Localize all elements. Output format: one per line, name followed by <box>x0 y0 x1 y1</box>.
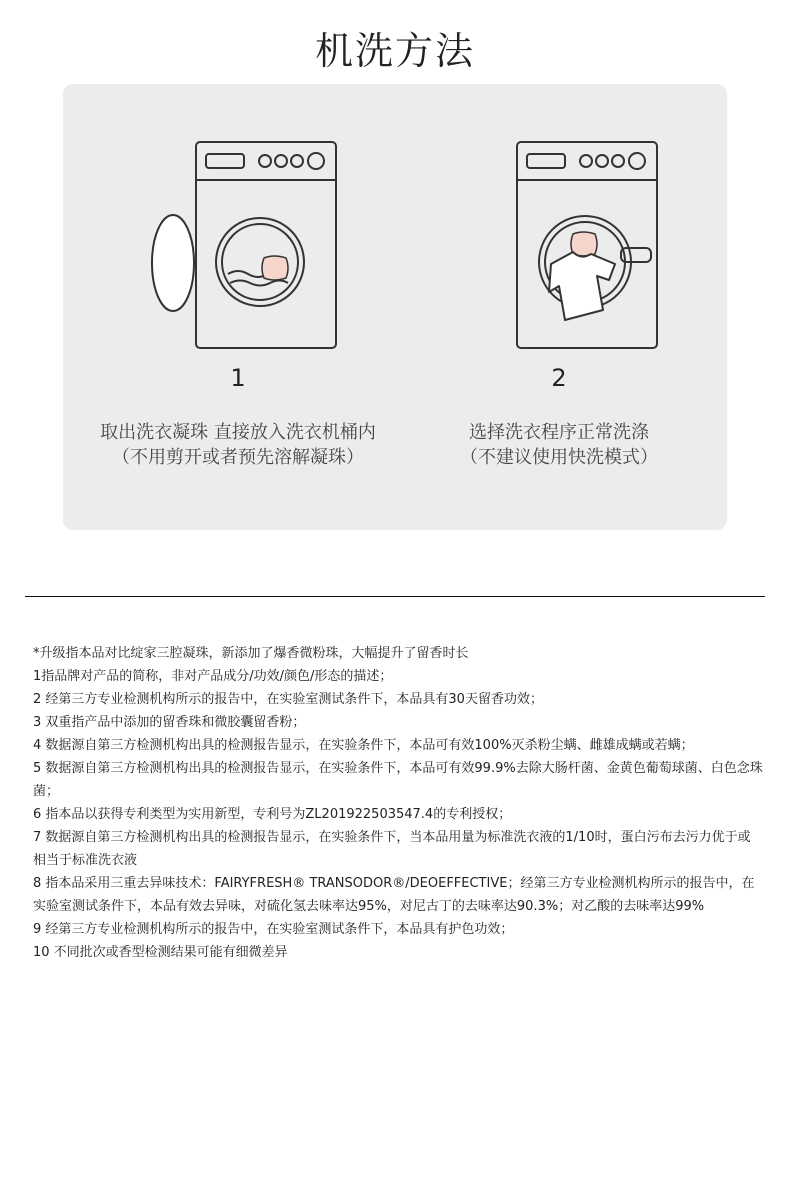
step-note: （不用剪开或者预先溶解凝珠） <box>112 447 364 468</box>
footnote-item: 2 经第三方专业检测机构所示的报告中，在实验室测试条件下，本品具有30天留香功效； <box>33 692 543 707</box>
step-note: （不建议使用快洗模式） <box>460 447 658 468</box>
instruction-card <box>63 84 727 530</box>
footnotes <box>33 642 763 964</box>
tshirt-icon <box>549 252 615 320</box>
page-title: 机洗方法 <box>314 29 475 73</box>
laundry-pod-icon <box>262 256 288 280</box>
step-2 <box>409 84 709 530</box>
footnote-item: *升级指本品对比绽家三腔凝珠，新添加了爆香微粉珠，大幅提升了留香时长 <box>33 646 469 661</box>
washing-machine-open-door-icon <box>138 138 338 358</box>
footnote-item: 7 数据源自第三方检测机构出具的检测报告显示，在实验条件下，当本品用量为标准洗衣液的1/10时，蛋白污布去污力优于或相当于标准洗衣液 <box>33 830 751 868</box>
footnote-item: 9 经第三方专业检测机构所示的报告中，在实验室测试条件下，本品具有护色功效； <box>33 922 514 937</box>
footnote-item: 10 不同批次或香型检测结果可能有细微差异 <box>33 945 288 960</box>
footnote-item: 8 指本品采用三重去异味技术：FAIRYFRESH® TRANSODOR®/DEOEFFECTIVE；经第三方专业检测机构所示的报告中，在实验室测试条件下，本品有效去异味，对硫化氢去味率达95%，对尼古丁的去味率达90.3%；对乙酸的去味率达99% <box>33 876 755 914</box>
step-1 <box>88 84 388 530</box>
step-instruction: 选择洗衣程序正常洗涤 <box>469 422 649 443</box>
step-instruction: 取出洗衣凝珠 直接放入洗衣机桶内 <box>100 422 376 443</box>
footnote-item: 6 指本品以获得专利类型为实用新型，专利号为ZL201922503547.4的专利授权； <box>33 807 512 822</box>
step-number: 2 <box>551 364 567 392</box>
footnote-item: 4 数据源自第三方检测机构出具的检测报告显示，在实验条件下，本品可有效100%灭杀粉尘螨、雌雄成螨或若螨； <box>33 738 694 753</box>
footnote-item: 3 双重指产品中添加的留香珠和微胶囊留香粉； <box>33 715 306 730</box>
footnote-item: 5 数据源自第三方检测机构出具的检测报告显示，在实验条件下，本品可有效99.9%去除大肠杆菌、金黄色葡萄球菌、白色念珠菌； <box>33 761 763 799</box>
footnote-item: 1指品牌对产品的简称，非对产品成分/功效/颜色/形态的描述； <box>33 669 393 684</box>
washing-machine-closed-with-shirt-icon <box>459 138 659 358</box>
step-number: 1 <box>230 364 246 392</box>
section-divider <box>25 596 765 597</box>
